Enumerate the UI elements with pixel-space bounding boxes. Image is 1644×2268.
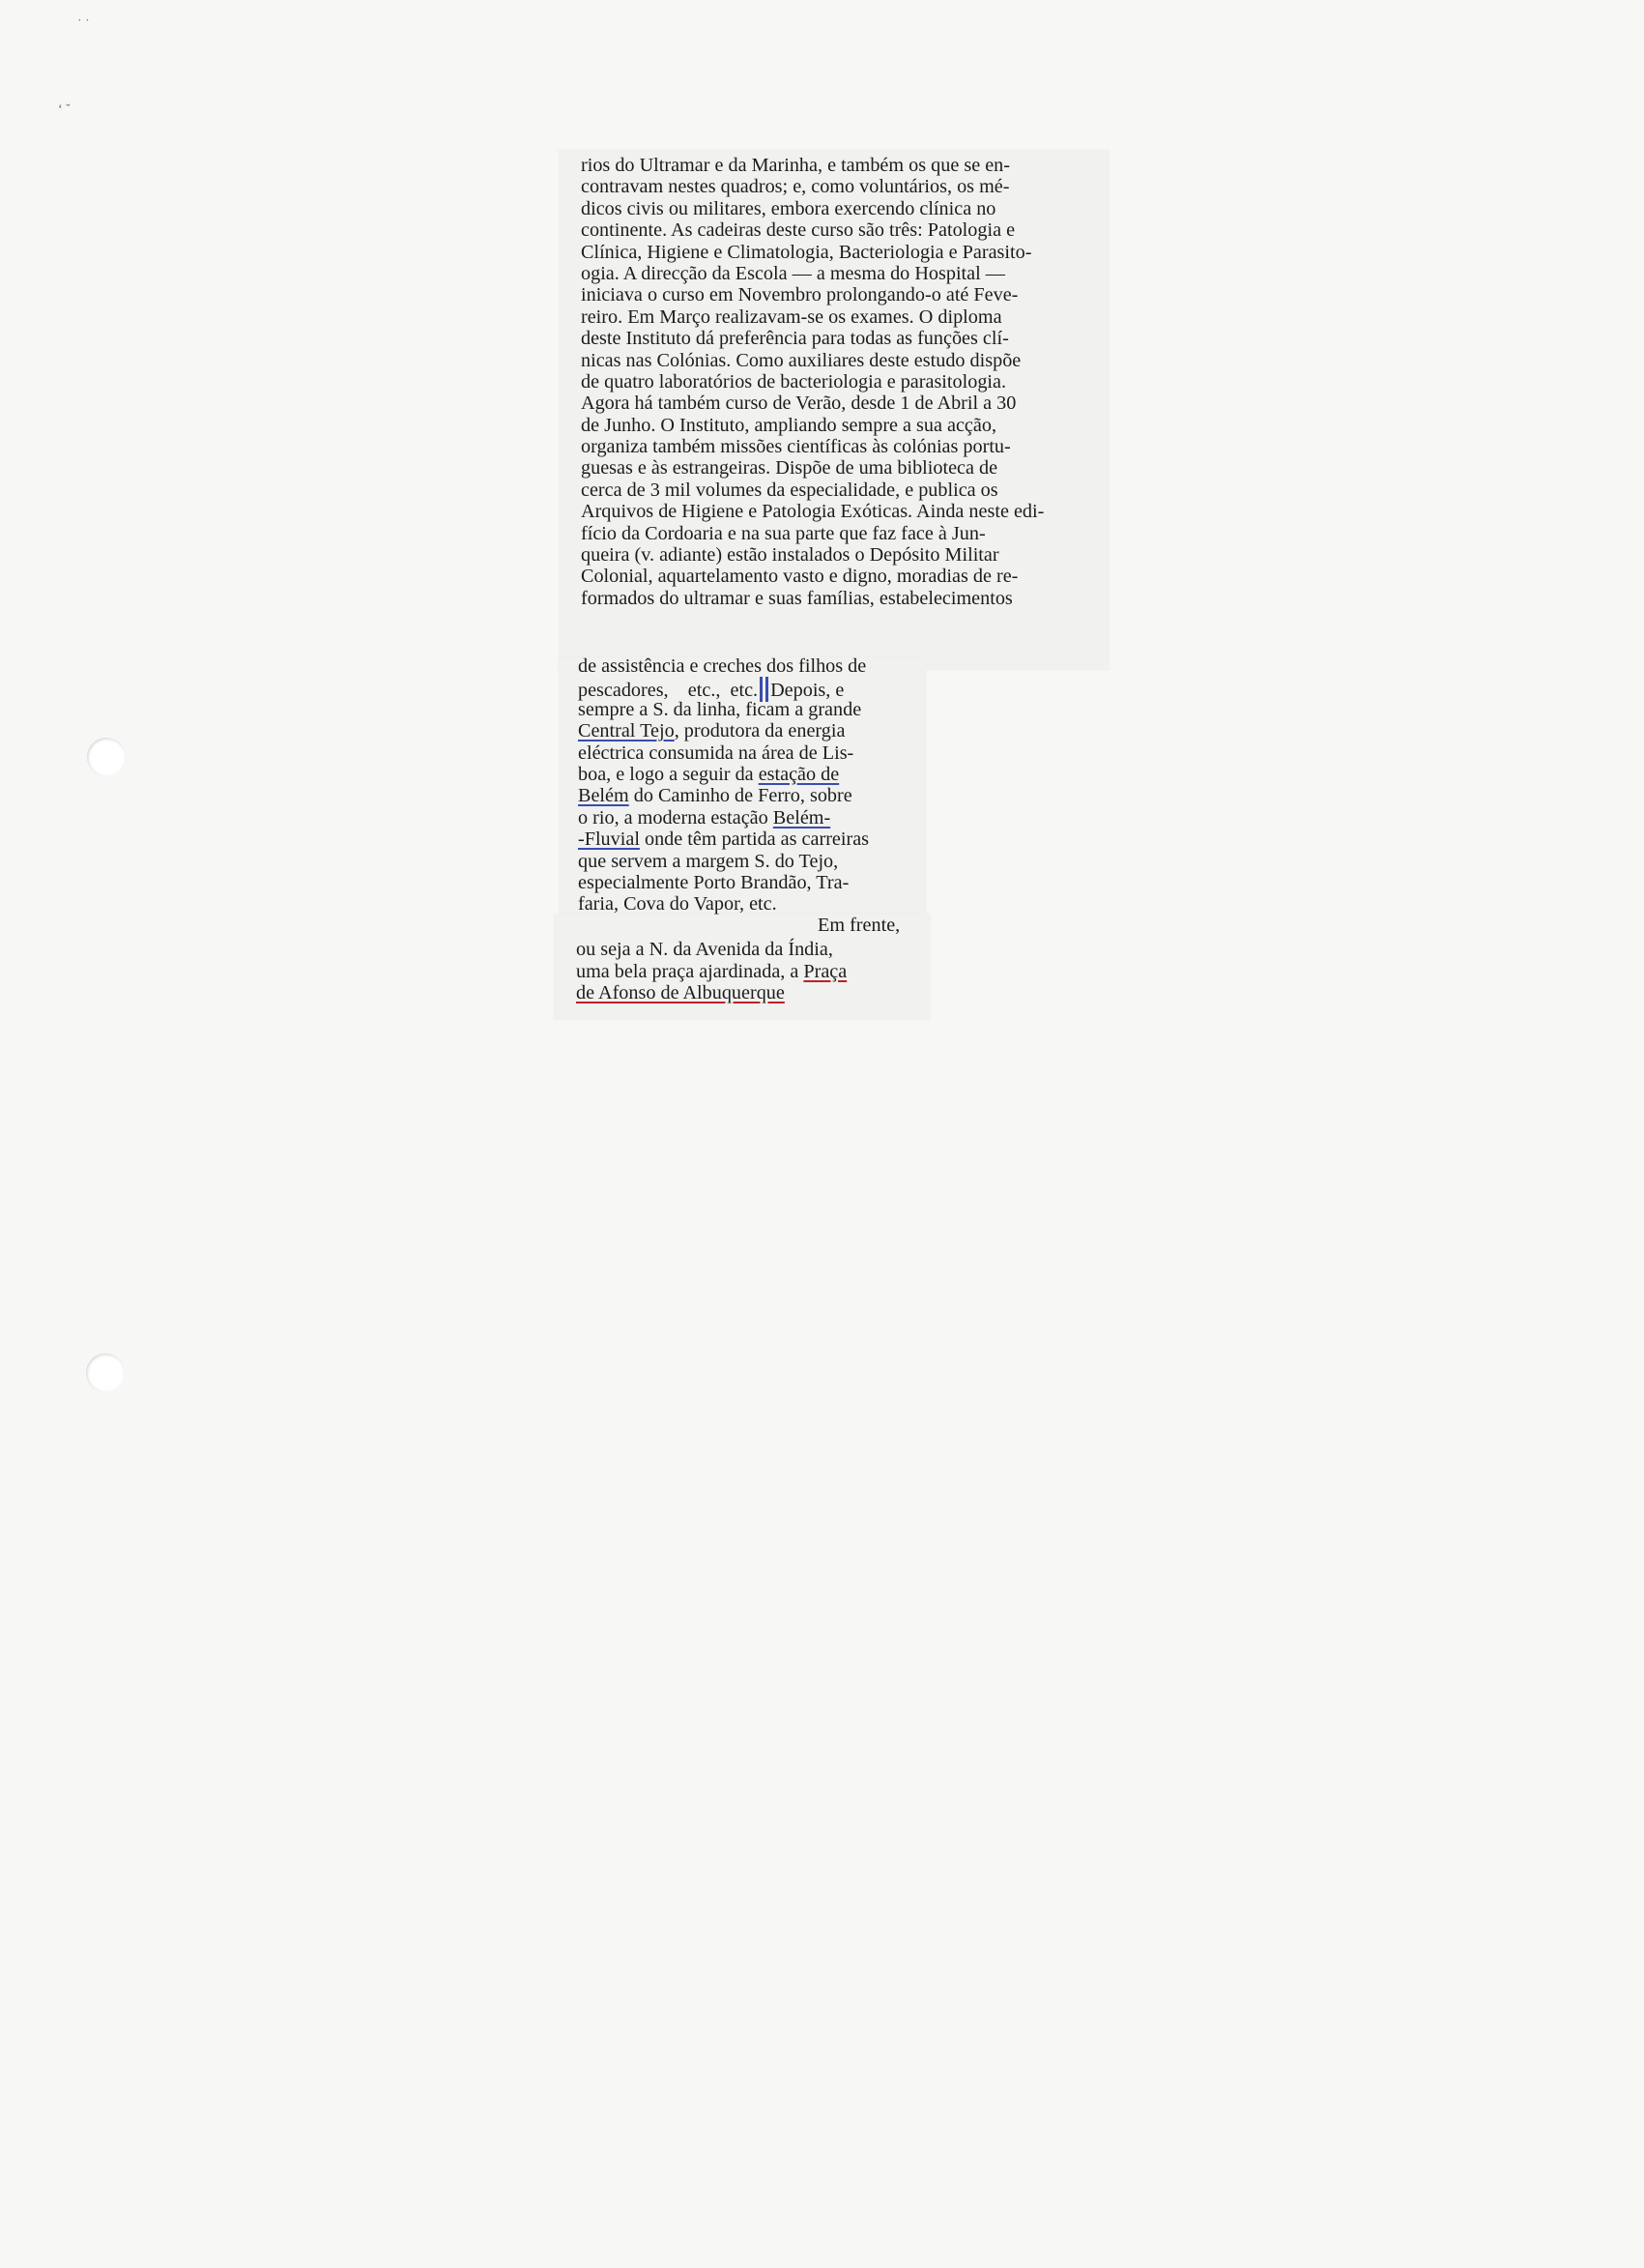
punch-hole-top (87, 738, 126, 776)
text-fragment: , produtora da energia (674, 720, 846, 742)
text-fragment: do Caminho de Ferro, sobre (628, 785, 852, 807)
text-line: eléctrica consumida na área de Lis- (578, 741, 854, 764)
text-fragment: etc. (730, 680, 759, 702)
underlined-place-name: estação de (758, 763, 840, 785)
text-line: de assistência e creches dos filhos de (578, 655, 867, 677)
text-line (578, 720, 869, 741)
underlined-place-name: Central Tejo (578, 720, 675, 742)
text-line (576, 961, 900, 982)
text-line: de Junho. O Instituto, ampliando sempre a sua acção, (581, 414, 996, 436)
text-line: guesas e às estrangeiras. Dispõe de uma biblioteca de (581, 457, 998, 480)
clipping-text-b (578, 655, 869, 916)
text-fragment: boa, e logo a seguir da (578, 763, 759, 785)
text-line: organiza também missões científicas às colónias portu- (581, 436, 1011, 458)
text-line: rios do Ultramar e da Marinha, e também os que se en- (581, 155, 1010, 176)
text-line: que servem a margem S. do Tejo, (578, 850, 839, 872)
text-line: cerca de 3 mil volumes da especialidade, e publica os (581, 479, 998, 501)
text-line: Clínica, Higiene e Climatologia, Bacteriologia e Parasito- (581, 241, 1032, 263)
underlined-place-name: de Afonso de Albuquerque (576, 982, 785, 1004)
text-fragment: pescadores, (578, 680, 669, 702)
punch-hole-bottom (86, 1353, 125, 1392)
text-line: especialmente Porto Brandão, Tra- (578, 871, 850, 893)
text-line: contravam nestes quadros; e, como voluntários, os mé- (581, 176, 1010, 198)
text-line: fício da Cordoaria e na sua parte que faz face à Jun- (581, 522, 986, 544)
text-fragment: uma bela praça ajardinada, a (576, 960, 804, 982)
underlined-place-name: Belém (578, 785, 629, 807)
underlined-place-name: Praça (803, 960, 848, 982)
text-fragment: onde têm partida as carreiras (639, 829, 870, 851)
text-line: queira (v. adiante) estão instalados o Depósito Militar (581, 544, 999, 567)
text-line: de quatro laboratórios de bacteriologia e parasitologia. (581, 370, 1007, 393)
text-line: formados do ultramar e suas famílias, estabelecimentos (581, 587, 1013, 609)
text-line: nicas nas Colónias. Como auxiliares deste estudo dispõe (581, 349, 1022, 371)
clipping-text-a (581, 155, 1044, 609)
stray-mark: ˙ ˙ (77, 17, 90, 32)
text-fragment: etc., (687, 680, 726, 702)
text-line (576, 982, 900, 1003)
text-line: iniciava o curso em Novembro prolongando-o até Feve- (581, 284, 1019, 306)
text-line (578, 829, 869, 850)
text-line: deste Instituto dá preferência para todas as funções clí- (581, 328, 1009, 350)
clipping-text-c (576, 915, 901, 1004)
text-line: faria, Cova do Vapor, etc. (578, 893, 777, 916)
text-fragment: Depois, e (770, 680, 845, 702)
text-line: Colonial, aquartelamento vasto e digno, moradias de re- (581, 566, 1019, 588)
text-line: Arquivos de Higiene e Patologia Exóticas. Ainda neste edi- (581, 501, 1045, 523)
text-fragment: o rio, a moderna estação (578, 806, 773, 829)
text-line (578, 807, 869, 829)
text-line: Em frente, (818, 915, 901, 936)
underlined-place-name: -Fluvial (578, 829, 640, 851)
text-line: ogia. A direcção da Escola — a mesma do Hospital — (581, 262, 1005, 284)
text-line (578, 785, 869, 806)
text-line (578, 764, 869, 785)
text-line: continente. As cadeiras deste curso são três: Patologia e (581, 219, 1016, 242)
underlined-place-name: Belém- (772, 806, 831, 829)
text-line: Agora há também curso de Verão, desde 1 de Abril a 30 (581, 393, 1017, 415)
text-line: ou seja a N. da Avenida da Índia, (576, 939, 833, 961)
text-line: sempre a S. da linha, ficam a grande (578, 698, 862, 720)
text-line: reiro. Em Março realizavam-se os exames. O diploma (581, 305, 1002, 328)
stray-mark: ‘ ˘ (58, 102, 71, 117)
text-line (578, 677, 869, 702)
text-line: dicos civis ou militares, embora exercendo clínica no (581, 197, 996, 219)
